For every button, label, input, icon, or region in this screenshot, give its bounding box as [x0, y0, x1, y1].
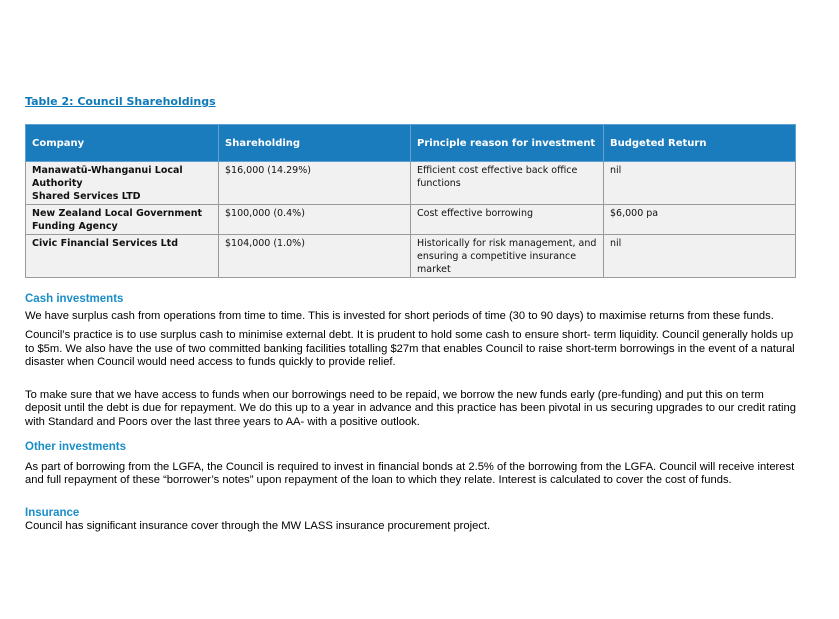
- cell-reason: [411, 162, 604, 205]
- table-row: [26, 162, 796, 205]
- table-row: [26, 235, 796, 278]
- cell-shareholding: $100,000 (0.4%): [219, 205, 411, 235]
- cell-reason: [411, 205, 604, 235]
- heading-insurance: Insurance: [25, 506, 80, 519]
- paragraph-line: and full repayment of these “borrower’s notes” upon repayment of the loan to which they relate. Interest is calculated to cover the cost of funds.: [25, 474, 732, 486]
- cell-line: ensuring a competitive insurance: [417, 251, 577, 262]
- paragraph-line: deposit until the debt is due for repayment. We do this up to a year in advance and this practice has been pivotal in us securing upgrades to our credit rating: [25, 402, 796, 414]
- shareholdings-table: [25, 124, 796, 278]
- cell-line: Civic Financial Services Ltd: [32, 238, 179, 249]
- paragraph-line: to $5m. We also have the use of two committed banking facilities totalling $27m that enables Council to raise short-term borrowings in the event of a natural: [25, 342, 795, 355]
- table-header-row: [26, 125, 796, 162]
- paragraph-line: disaster when Council would need access to funds quickly to provide relief.: [25, 356, 396, 368]
- paragraph-other: [25, 461, 820, 488]
- cell-return: nil: [604, 235, 796, 278]
- cell-reason: [411, 235, 604, 278]
- cell-shareholding: $16,000 (14.29%): [219, 162, 411, 205]
- cell-shareholding: $104,000 (1.0%): [219, 235, 411, 278]
- paragraph-line: Council’s practice is to use surplus cash to minimise external debt. It is prudent to hold some cash to ensure short- term liquidity. Council generally holds up: [25, 329, 794, 341]
- cell-line: Funding Agency: [32, 221, 118, 232]
- cell-line: Manawatū-Whanganui Local Authority: [32, 165, 183, 189]
- paragraph-line: To make sure that we have access to funds when our borrowings need to be repaid, we borrow the new funds early (pre-funding) and put this on term: [25, 388, 764, 401]
- cell-line: functions: [417, 178, 461, 189]
- header-company: Company: [26, 125, 219, 162]
- paragraph-line: with Standard and Poors over the last three years to AA- with a positive outlook.: [25, 415, 420, 428]
- heading-other-investments: Other investments: [25, 441, 126, 453]
- cell-company: [26, 235, 219, 278]
- cell-company: [26, 162, 219, 205]
- cell-line: Historically for risk management, and: [417, 238, 597, 249]
- cell-line: Shared Services LTD: [32, 191, 141, 202]
- cell-company: [26, 205, 219, 235]
- paragraph-cash-3: [25, 389, 820, 430]
- table-title: Table 2: Council Shareholdings: [25, 95, 216, 108]
- heading-cash-investments: Cash investments: [25, 293, 124, 305]
- paragraph-cash-2: [25, 329, 820, 370]
- table-row: [26, 205, 796, 235]
- cell-line: New Zealand Local Government: [32, 208, 202, 219]
- cell-line: Efficient cost effective back office: [417, 165, 578, 176]
- header-reason: Principle reason for investment: [411, 125, 604, 162]
- cell-return: nil: [604, 162, 796, 205]
- cell-line: market: [417, 264, 451, 275]
- paragraph-insurance: Council has significant insurance cover through the MW LASS insurance procurement project.: [25, 520, 491, 532]
- paragraph-cash-1: We have surplus cash from operations from time to time. This is invested for short periods of time (30 to 90 days) to maximise returns from these funds.: [25, 309, 774, 322]
- body-content: [25, 293, 820, 534]
- paragraph-line: As part of borrowing from the LGFA, the Council is required to invest in financial bonds at 2.5% of the borrowing from the LGFA. Council will receive interest: [25, 460, 795, 473]
- header-shareholding: Shareholding: [219, 125, 411, 162]
- header-budgeted-return: Budgeted Return: [604, 125, 796, 162]
- cell-return: $6,000 pa: [604, 205, 796, 235]
- cell-line: Cost effective borrowing: [417, 208, 533, 219]
